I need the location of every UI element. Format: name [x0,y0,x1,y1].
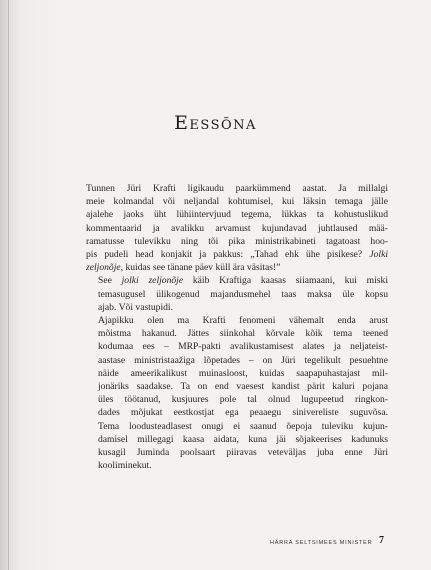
text-run: pis pudeli head konjakit ja pakkus: „Tahad ehk ühe pisikese? [86,249,363,261]
text-run: käib Kraftiga kaasas siiamaani, kui miski [183,275,388,287]
text-line: meie kolmandal või neljandal kohtumisel, kui läksin temaga jälle [86,196,388,208]
text-line: kooliminekut. [98,460,152,472]
text-line: ramatusse tulevikku ning tõi pika ministrikabineti tagatoast hoo- [86,235,388,247]
text-line: temasugusel ülikogenud majandusmehel taas maksa üle kopsu [98,288,388,300]
chapter-title: Eessõna [174,112,257,134]
italic-phrase: jolki zeljonõje [121,275,184,287]
text-line: üles töötanud, kusjuures pole tal olnud lugupeetud ringkon- [98,394,388,406]
text-line: damisel millegagi kaasa aidata, kuna jäi sõjakeerises kadunuks [98,433,388,445]
text-line: mõistma hakanud. Jättes siinkohal kõrvale kõik tema teened [98,328,388,340]
text-line: jonäriks saadakse. Ta on end vaesest kandist pärit kaluri pojana [98,381,388,393]
text-line: ajab. Või vastupidi. [98,301,173,313]
text-line: ajalehe jaoks üht lühiintervjuud tegema, lükkas ta kohustuslikud [86,209,388,221]
running-head: HÄRRA SELTSIMEES MINISTER [270,540,373,546]
text-line: Tema loodusteadlasest onugi ei saanud õepoja tuleviku kujun- [98,420,388,432]
paragraph-1 [86,182,388,274]
text-line: kommentaarid ja avalikku arvamust kujundavad juhtlaused mää- [86,222,388,234]
text-line: Tunnen Jüri Krafti ligikaudu paarkümmend aastat. Ja millalgi [86,183,388,194]
text-line: aastase ministristaažiga lõpetades – on Jüri tegelikult pesuehtne [98,354,388,366]
page-gutter [8,0,9,570]
text-line: kodumaa ees – MRP-pakti avalikustamisest alates ja neljateist- [98,341,388,353]
text-run: See [98,275,122,287]
paragraph-3 [86,314,388,472]
italic-phrase: zeljonõje [86,262,121,274]
text-line [86,274,388,287]
body-text [86,182,388,472]
page-number: 7 [379,535,384,546]
paragraph-2 [86,274,388,314]
text-line: näide ameerikalikust muinasloost, kuidas saapapuhastajast mil- [98,367,388,379]
text-line [86,261,388,274]
text-line [86,248,388,261]
text-line: dades mõjukat eestkostjat ega peaaegu sinivereliste suguvõsa. [98,407,388,419]
text-line: kusagil Juminda poolsaart piiravas veteväljas juba enne Jüri [98,447,388,459]
text-line: Ajapikku olen ma Krafti fenomeni vähemalt enda arust [98,315,388,327]
italic-phrase: Jolki [369,249,388,261]
text-run: , kuidas see tänane päev küll ära väsitas!” [120,262,281,274]
